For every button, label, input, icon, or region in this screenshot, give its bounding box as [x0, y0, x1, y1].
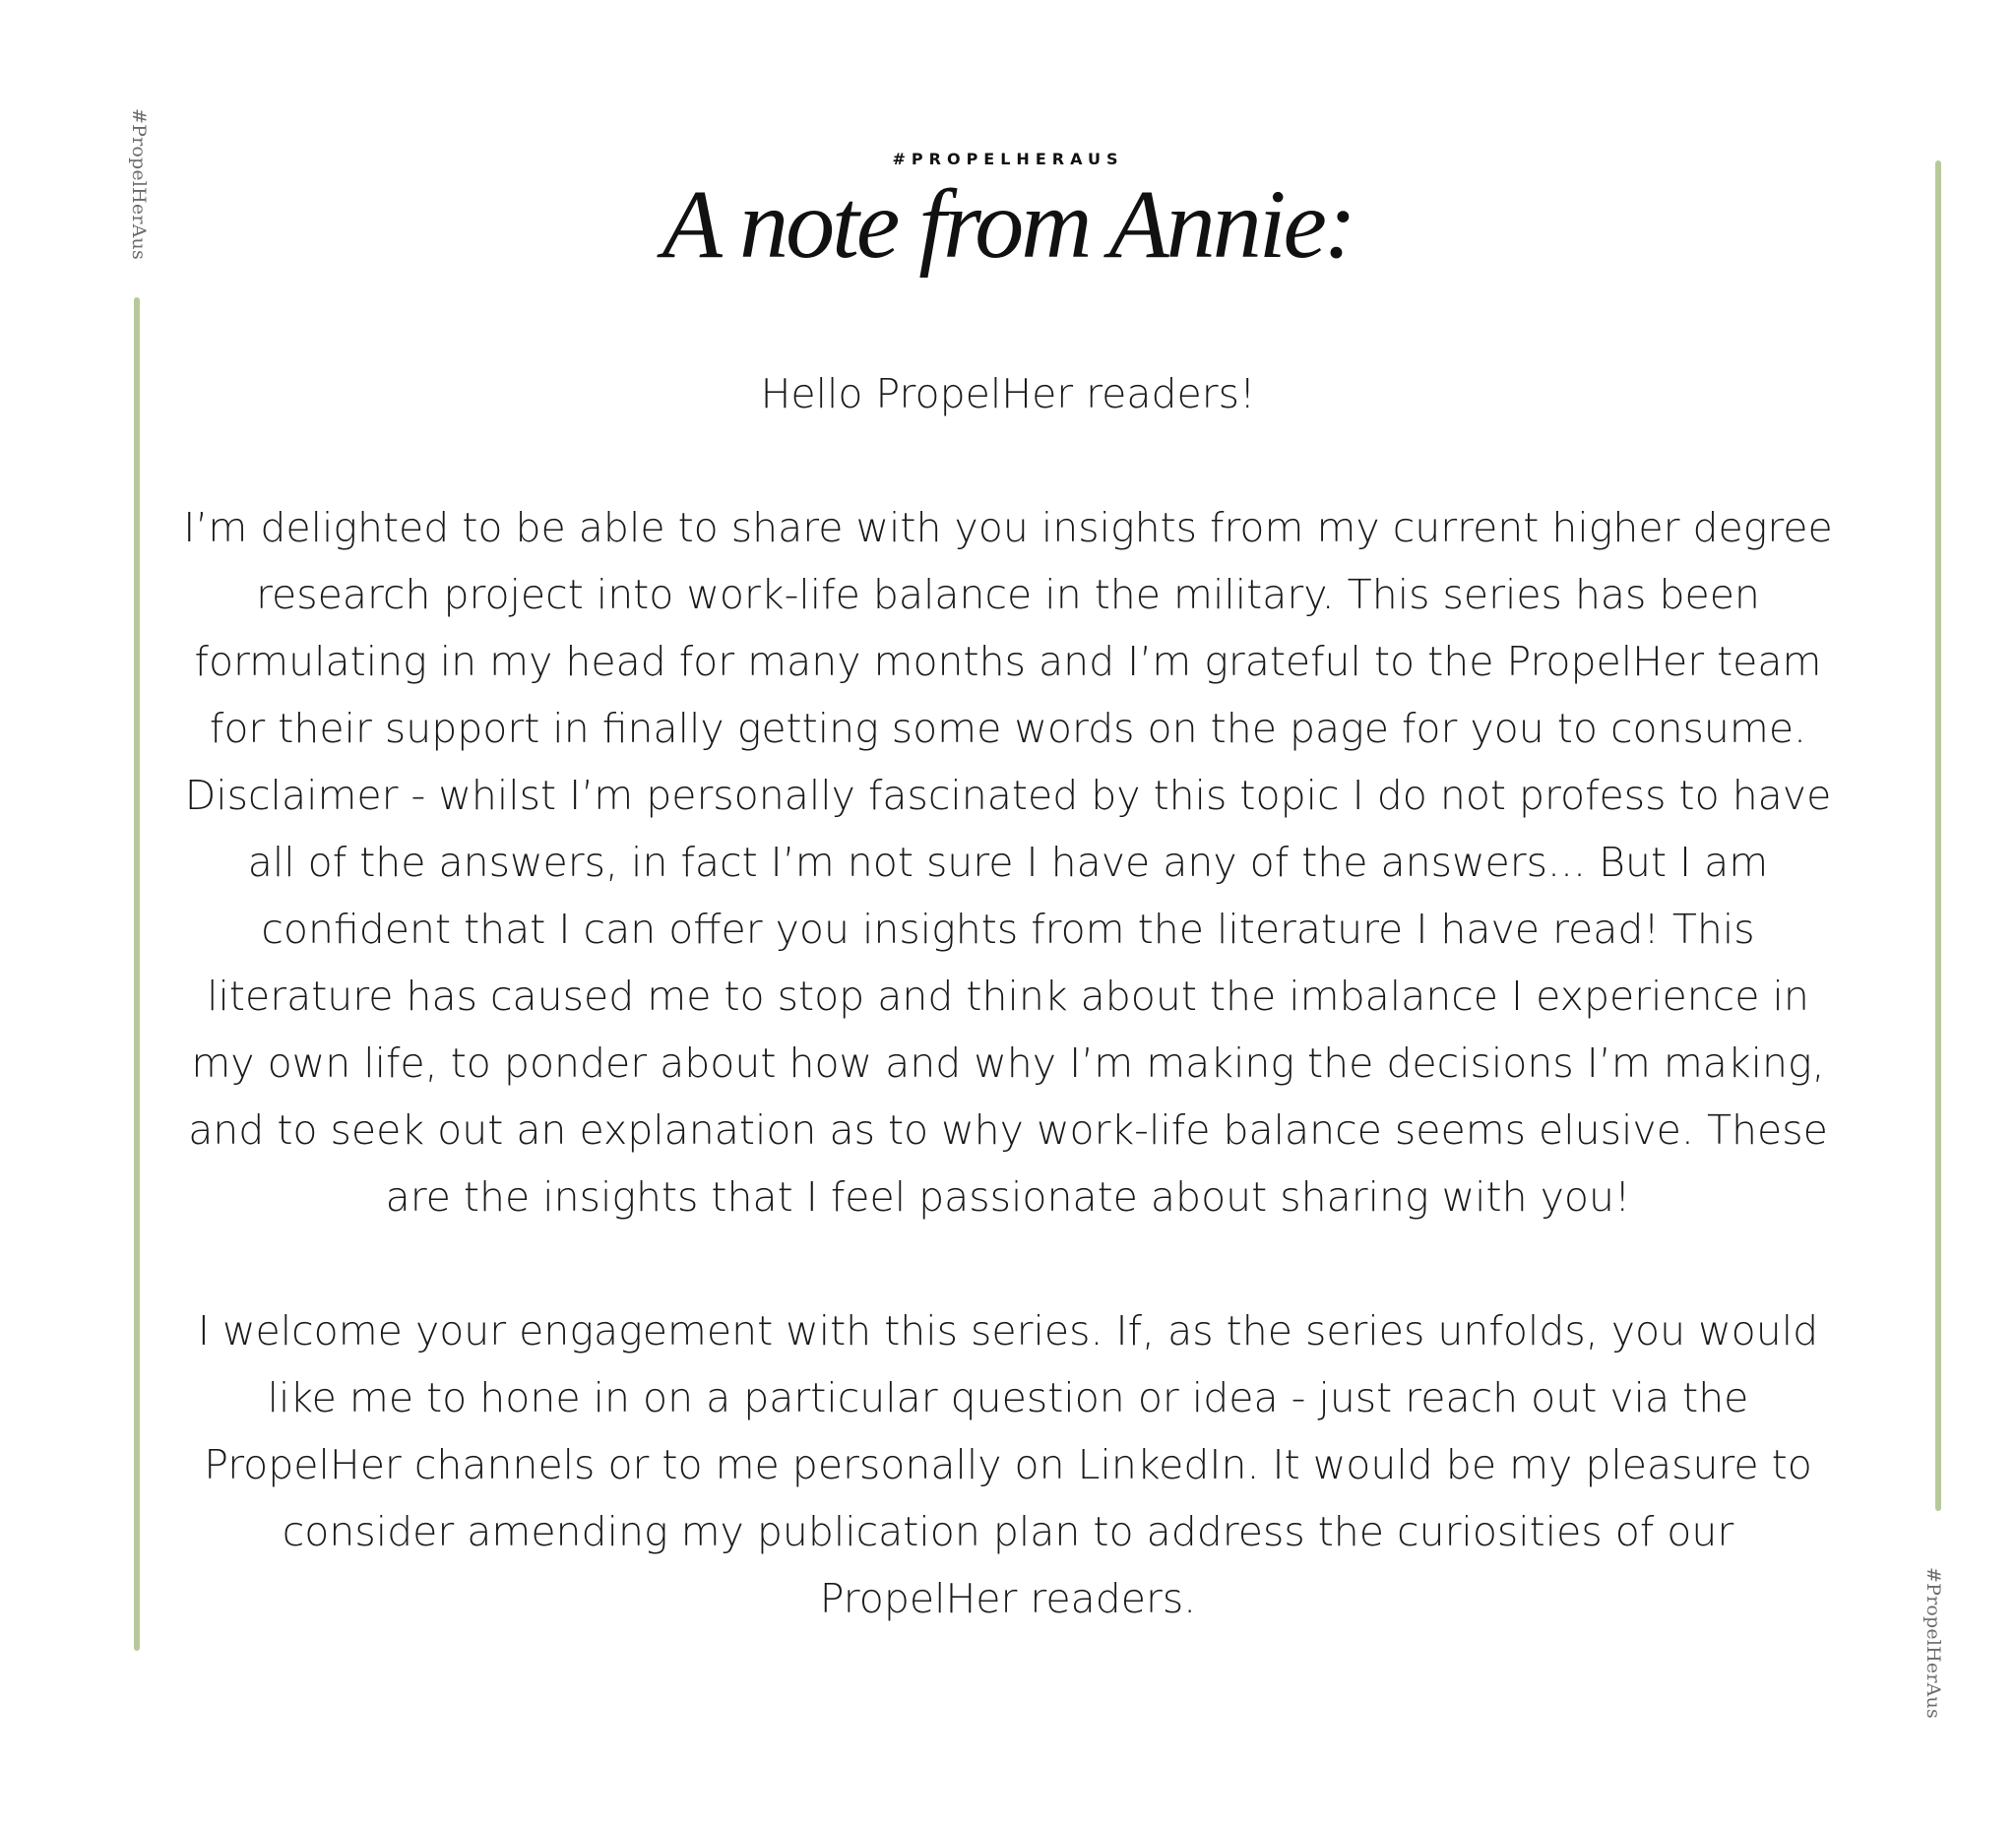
header-hashtag: #PROPELHERAUS — [892, 150, 1124, 168]
right-accent-rule — [1935, 160, 1941, 1511]
side-hashtag-right: #PropelHerAus — [1922, 1567, 1944, 1719]
paragraph-intro: I’m delighted to be able to share with you insights from my current higher degree research project into work-life balance in the military. This series has been formulating in my head for many months and I’m grateful to the PropelHer team for their support in finally getting some words on the page for you to consume. Disclaimer - whilst I’m personally fascinated by this topic I do not profess to have all of the answers, in fact I’m not sure I have any of the answers... But I am confident that I can offer you insights from the literature I have read! This literature has caused me to stop and think about the imbalance I experience in my own life, to ponder about how and why I’m making the decisions I’m making, and to seek out an explanation as to why work-life balance seems elusive. These are the insights that I feel passionate about sharing with you! — [183, 504, 1833, 1221]
side-hashtag-left: #PropelHerAus — [128, 108, 150, 260]
paragraph-engagement: I welcome your engagement with this series. If, as the series unfolds, you would like me to hone in on a particular question or idea - just reach out via the PropelHer channels or to me personally on LinkedIn. It would be my pleasure to consider amending my publication plan to address the curiosities of our PropelHer readers. — [197, 1307, 1819, 1622]
letter-body — [177, 360, 1839, 1632]
left-accent-rule — [134, 297, 140, 1651]
page-title: A note from Annie: — [662, 169, 1354, 279]
greeting: Hello PropelHer readers! — [760, 370, 1256, 417]
